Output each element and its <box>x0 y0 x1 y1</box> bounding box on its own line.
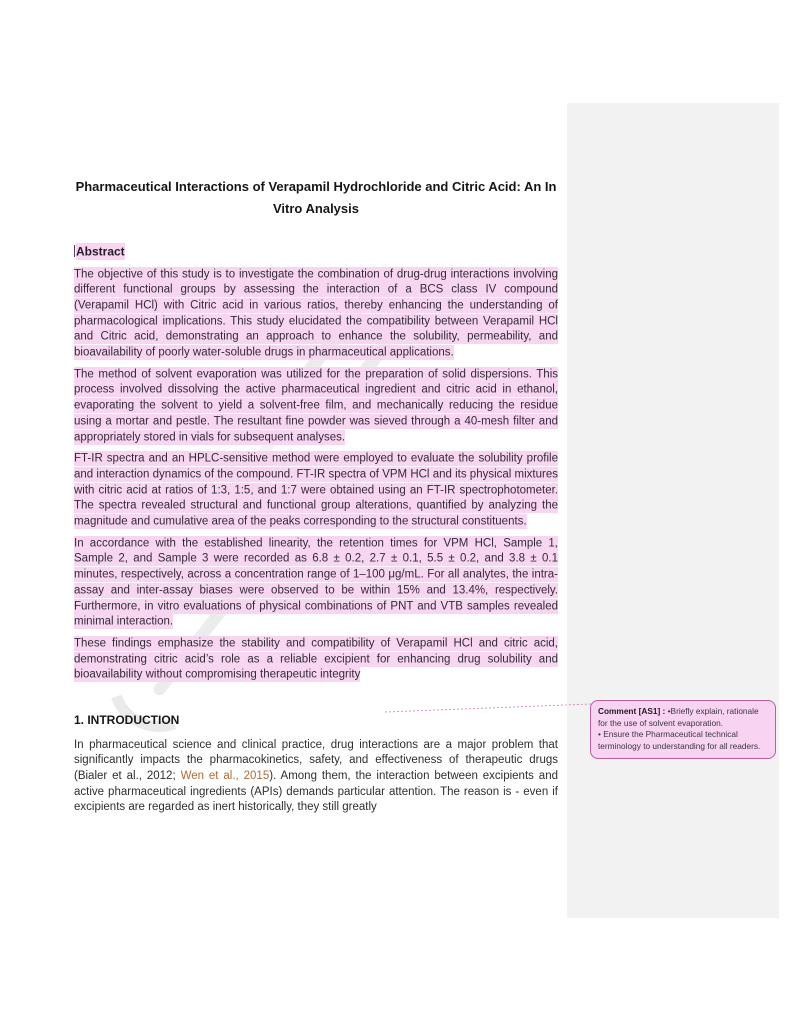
intro-text: In pharmaceutical science and clinical practice, drug interactions are a major problem that significantly impacts the pharmacokinetics, safety, and effectiveness of therapeutic drugs (Bialer et al., 2012; <box>74 738 558 782</box>
comment-author-label: Comment [AS1] : <box>598 706 666 716</box>
introduction-heading: 1. INTRODUCTION <box>74 712 180 727</box>
introduction-paragraph <box>74 738 558 817</box>
abstract-heading <box>74 243 558 259</box>
document-body <box>74 176 558 816</box>
intro-text: ). Among them, the interaction between excipients and active pharmaceutical ingredients (APIs) demands particular attention. The reason is - even if excipients are regarded as inert historically, they still greatly <box>74 769 558 814</box>
comment-connector-line <box>383 698 595 716</box>
paper-title: Pharmaceutical Interactions of Verapamil Hydrochloride and Citric Acid: An In Vitro Analysis <box>75 179 557 216</box>
abstract-paragraph: In accordance with the established linearity, the retention times for VPM HCl, Sample 1, Sample 2, and Sample 3 were recorded as 6.8 ± 0.2, 2.7 ± 0.1, 5.5 ± 0.2, and 3.8 ± 0.1 minutes, respectively, across a concentration range of 1–100 μg/mL. For all analytes, the intra-assay and inter-assay biases were observed to be within 15% and 13.4%, respectively. Furthermore, in vitro evaluations of physical combinations of PNT and VTB samples revealed minimal interaction. <box>74 537 558 628</box>
comment-margin-area <box>567 103 779 918</box>
comment-bullet-2: • Ensure the Pharmaceutical technical terminology to understanding for all readers. <box>598 729 761 751</box>
comment-bullet-1: •Briefly explain, rationale for the use of solvent evaporation. <box>598 706 759 728</box>
abstract-paragraph: These findings emphasize the stability and compatibility of Verapamil HCl and citric acid, demonstrating citric acid’s role as a reliable excipient for enhancing drug solubility and bioavailability without compromising therapeutic integrity <box>74 637 558 681</box>
text-cursor <box>74 245 75 257</box>
comment-box <box>590 700 776 759</box>
abstract-paragraph: The method of solvent evaporation was utilized for the preparation of solid dispersions. This process involved dissolving the active pharmaceutical ingredient and citric acid in ethanol, evaporating the solvent to yield a solvent-free film, and mechanically reducing the residue using a mortar and pestle. The resultant fine powder was sieved through a 40-mesh filter and appropriately stored in vials for subsequent analyses. <box>74 368 558 444</box>
abstract-paragraph: FT-IR spectra and an HPLC-sensitive method were employed to evaluate the solubility profile and interaction dynamics of the compound. FT-IR spectra of VPM HCl and its physical mixtures with citric acid at ratios of 1:3, 1:5, and 1:7 were obtained using an FT-IR spectrophotometer. The spectra revealed structural and functional group alterations, quantified by analyzing the magnitude and cumulative area of the peaks corresponding to the structural constituents. <box>74 452 558 528</box>
abstract-paragraph: The objective of this study is to investigate the combination of drug-drug interactions involving different functional groups by assessing the interaction of a BCS class IV compound (Verapamil HCl) with Citric acid in various ratios, thereby enhancing the understanding of pharmacological implications. This study elucidated the compatibility between Verapamil HCl and Citric acid, demonstrating an approach to enhance the solubility, permeability, and bioavailability of poorly water-soluble drugs in pharmaceutical applications. <box>74 268 558 359</box>
abstract-heading-label: Abstract <box>76 244 125 258</box>
citation-wen-2015: Wen et al., 2015 <box>180 769 270 782</box>
